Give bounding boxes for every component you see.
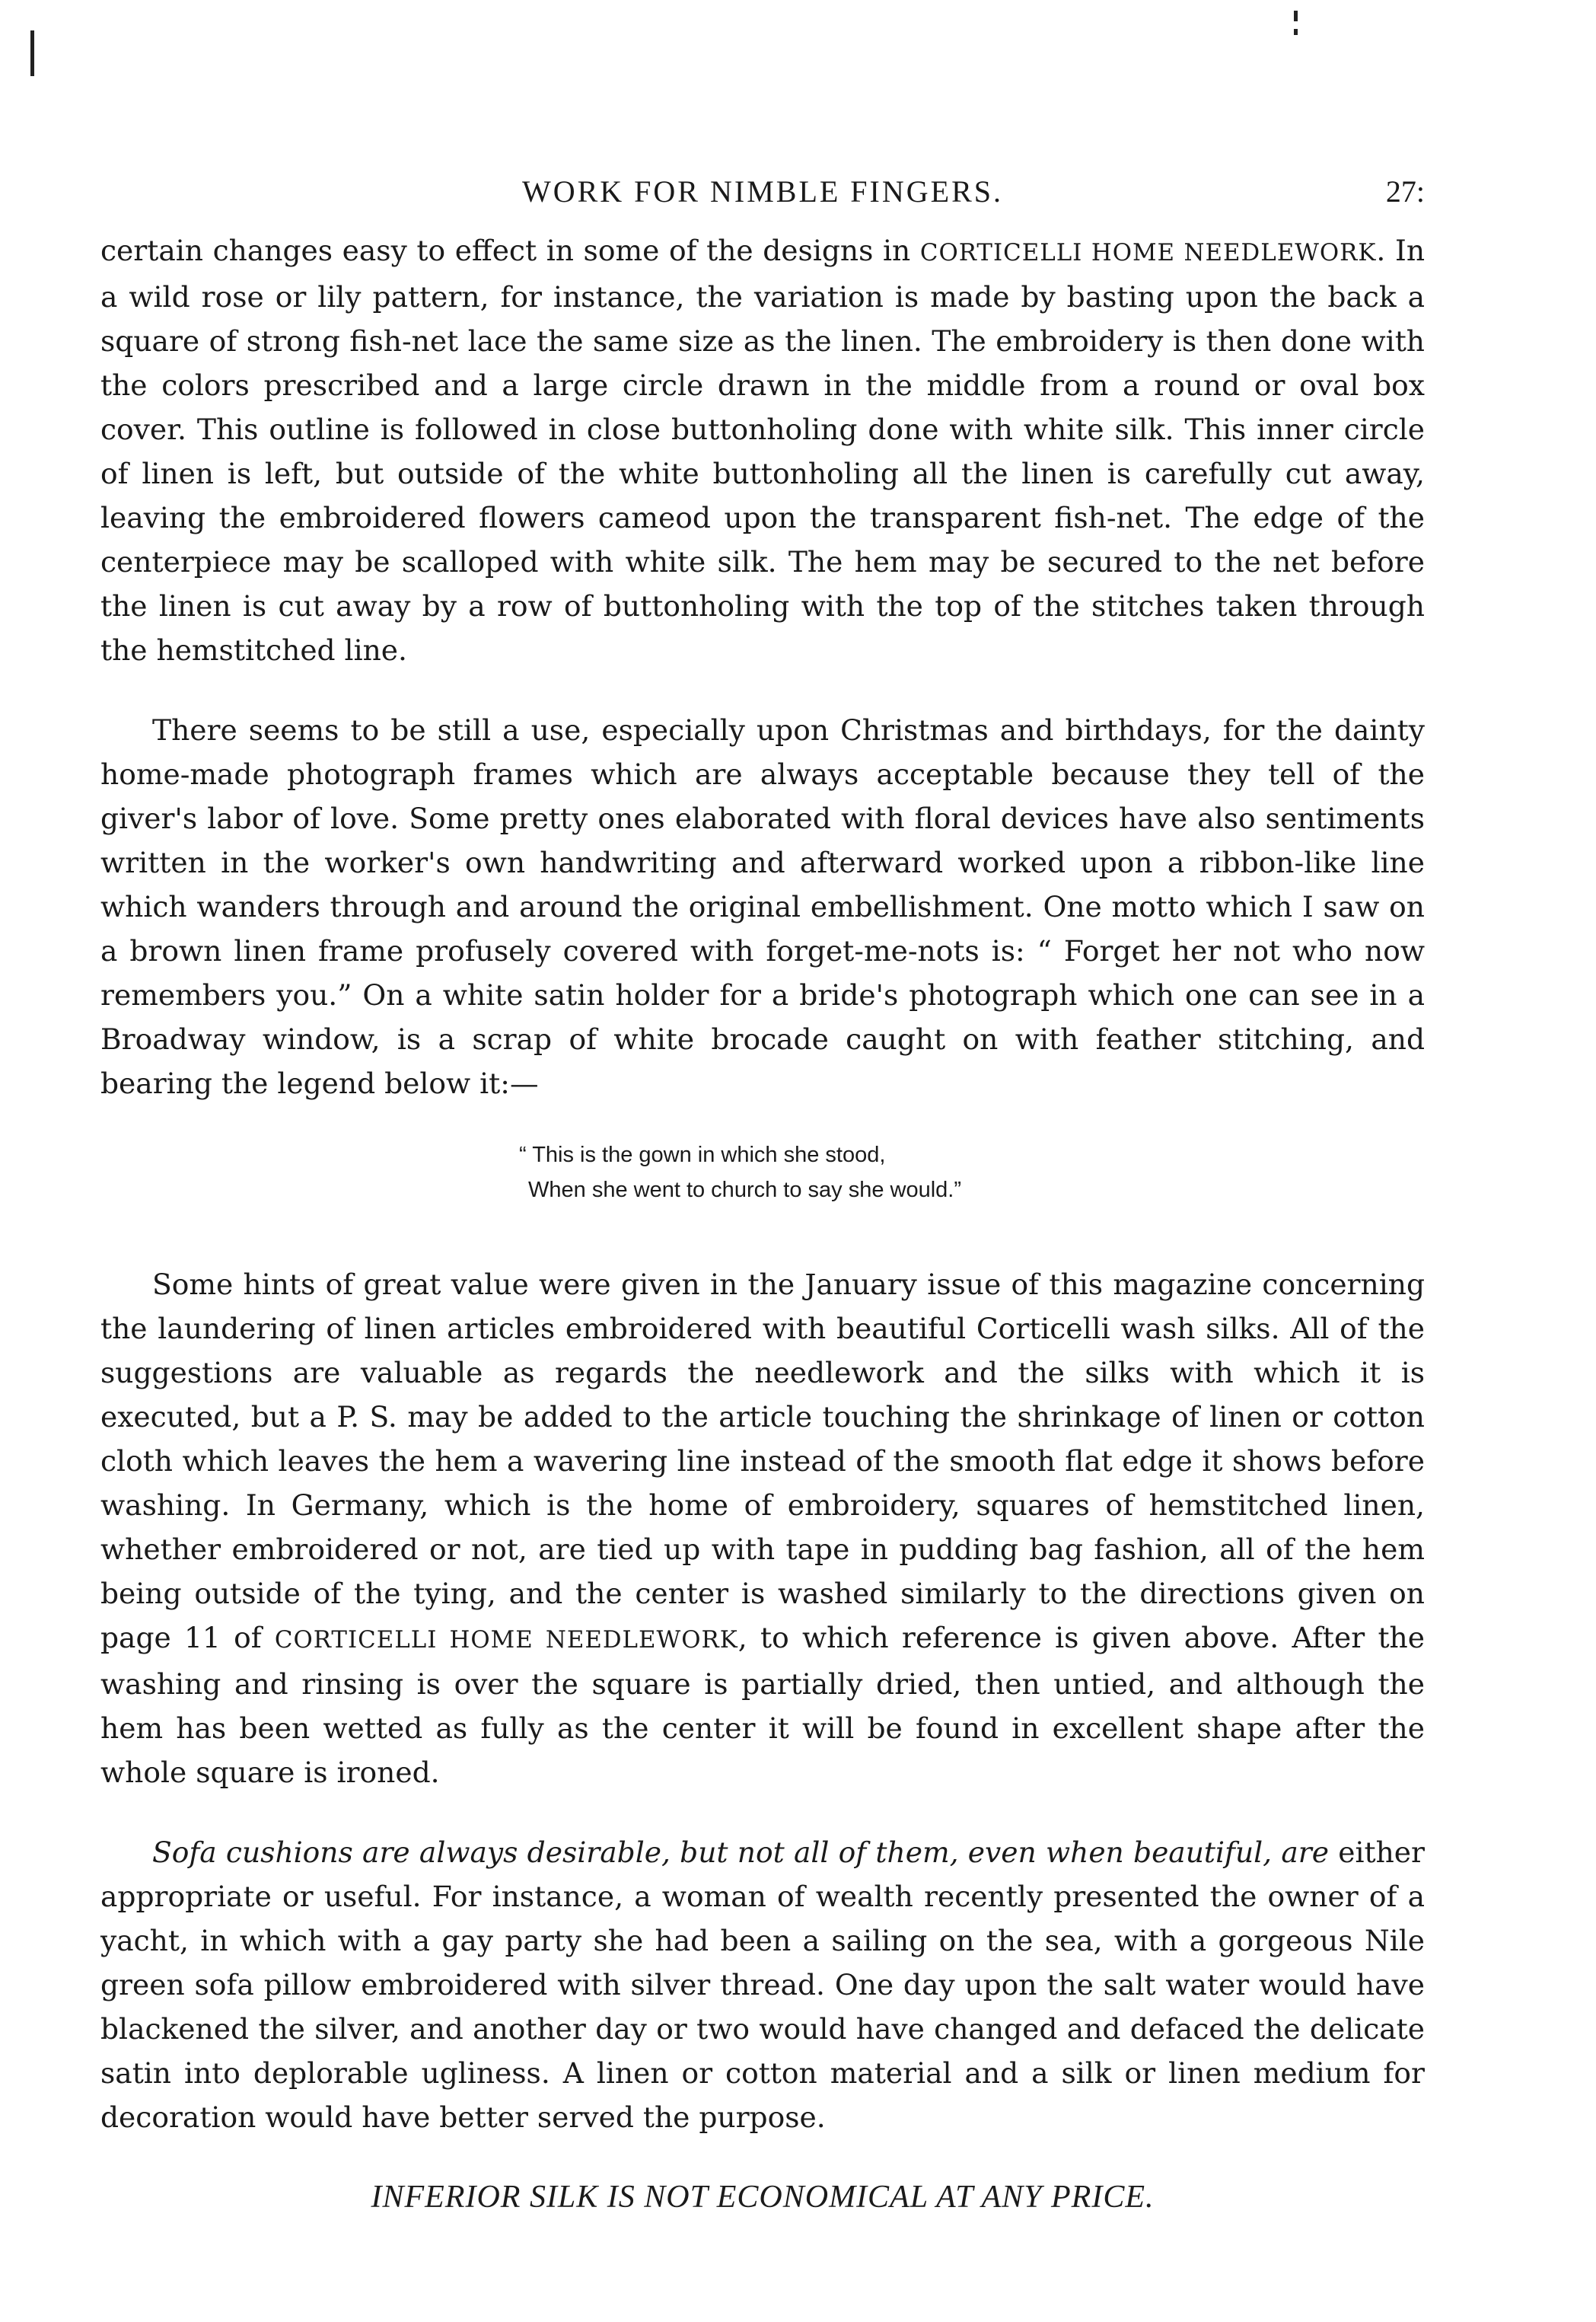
running-title: WORK FOR NIMBLE FINGERS.	[521, 174, 1004, 209]
italic-lead: Sofa cushions are always desirable, but not all of them, even when beautiful, are	[152, 1836, 1329, 1869]
verse-line: When she went to church to say she would.”	[528, 1178, 962, 1202]
page-header	[100, 174, 1425, 219]
paragraph-text: either appropriate or useful. For instance, a woman of wealth recently presented the owner of a yacht, in which with a gay party she had been a sailing on the sea, with a gorgeous Nile green sofa pillow embroidered with silver thread. One day upon the salt water would have blackened the silver, and another day or two would have changed and defaced the delicate satin into deplorable ugliness. A linen or cotton material and a silk or linen medium for decoration would have better served the purpose.	[100, 1836, 1426, 2134]
paragraph-text: Some hints of great value were given in the January issue of this magazine concerning the laundering of linen articles embroidered with beautiful Corticelli wash silks. All of the suggestions are valuable as regards the needlework and the silks with which it is executed, but a P. S. may be added to the article touching the shrinkage of linen or cotton cloth which leaves the hem a wavering line instead of the smooth flat edge it shows before washing. In Germany, which is the home of embroidery, squares of hemstitched linen, whether embroidered or not, are tied up with tape in pudding bag fashion, all of the hem being outside of the tying, and the center is washed similarly to the directions given on page 11 of	[100, 1268, 1425, 1654]
page-number: 27:	[1385, 174, 1425, 209]
article-body	[100, 228, 1425, 2215]
scan-mark	[1294, 29, 1298, 35]
paragraph-photo-frames: There seems to be still a use, especially upon Christmas and birthdays, for the dainty home-made photograph frames which are always acceptable because they tell of the giver's labor of love. Some pretty ones elaborated with floral devices have also sentiments written in the worker's own handwriting and afterward worked upon a ribbon-like line which wanders through and around the original embellishment. One motto which I saw on a brown linen frame profusely covered with forget-me-nots is: “ Forget her not who now remembers you.” On a white satin holder for a bride's photograph which one can see in a Broadway window, is a scrap of white brocade caught on with feather stitching, and bearing the legend below it:—	[100, 713, 1425, 1100]
verse-quote	[100, 1137, 1425, 1207]
paragraph-sofa-cushions	[100, 1830, 1425, 2139]
paragraph-laundering	[100, 1262, 1425, 1794]
scan-mark	[30, 30, 34, 76]
scan-mark	[1294, 11, 1298, 21]
paragraph-text: certain changes easy to effect in some of the designs in	[100, 234, 920, 267]
paragraph-text: , to which reference is given above. After the washing and rinsing is over the square is partially dried, then untied, and although the hem has been wetted as fully as the center it will be found in excellent shape after the whole square is ironed.	[100, 1621, 1425, 1789]
footer-slogan: INFERIOR SILK IS NOT ECONOMICAL AT ANY PRICE.	[371, 2180, 1155, 2215]
publication-name: CORTICELLI HOME NEEDLEWORK	[919, 239, 1377, 266]
verse-line: “ This is the gown in which she stood,	[519, 1143, 886, 1167]
paragraph-text: . In a wild rose or lily pattern, for instance, the variation is made by basting upon the back a square of strong fish-net lace the same size as the linen. The embroidery is then done with the colors prescribed and a large circle drawn in the middle from a round or oval box cover. This outline is followed in close buttonholing done with white silk. This inner circle of linen is left, but outside of the white buttonholing all the linen is carefully cut away, leaving the embroidered flowers cameod upon the transparent fish-net. The edge of the centerpiece may be scalloped with white silk. The hem may be secured to the net before the linen is cut away by a row of buttonholing with the top of the stitches taken through the hemstitched line.	[100, 234, 1426, 667]
publication-name: CORTICELLI HOME NEEDLEWORK	[274, 1626, 738, 1654]
paragraph-centerpiece	[100, 228, 1425, 672]
